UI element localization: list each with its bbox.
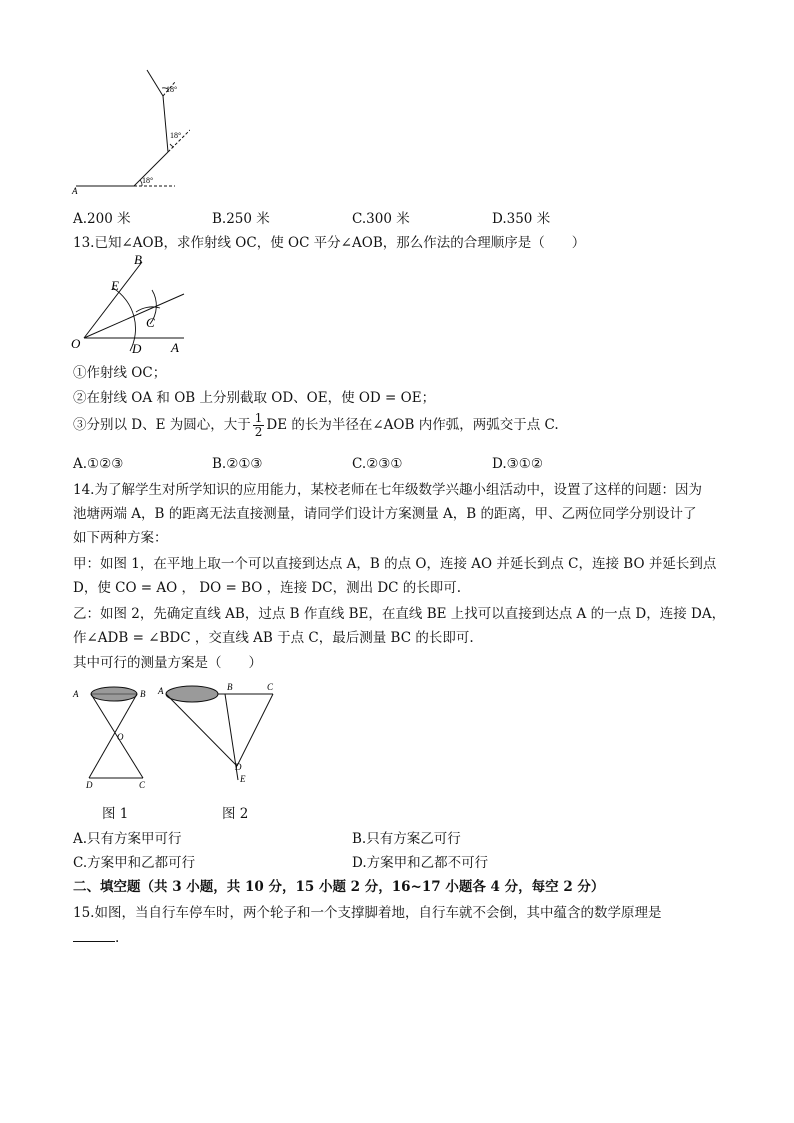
q14-fig1-point-o: O <box>117 732 124 742</box>
q13-step-2: ②在射线 OA 和 OB 上分别截取 OD、OE，使 OD = OE； <box>73 390 436 406</box>
q13-fraction-denominator: 2 <box>254 425 263 439</box>
q14-line-6: 乙：如图 2，先确定直线 AB，过点 B 作直线 BE，在直线 BE 上找可以直接到达点 A 的一点 D，连接 DA， <box>73 606 726 622</box>
q13-option-b: B.②①③ <box>212 456 263 472</box>
q12-option-a: A.200 米 <box>73 211 131 227</box>
section-2-title: 二、填空题（共 3 小题，共 10 分，15 小题 2 分，16~17 小题各 4 分，每空 2 分） <box>73 879 605 895</box>
q13-point-d: D <box>132 341 142 356</box>
q12-figure <box>70 68 190 198</box>
q14-figure-2-caption: 图 2 <box>222 806 249 822</box>
q14-option-b: B.只有方案乙可行 <box>352 831 461 847</box>
q13-fraction <box>253 412 265 439</box>
q14-fig1-point-d: D <box>86 780 93 790</box>
q15-end-period: . <box>115 930 120 946</box>
q14-figure-2 <box>155 680 280 785</box>
q14-line-2: 池塘两端 A，B 的距离无法直接测量，请同学们设计方案测量 A，B 的距离，甲、乙两位同学分别设计了 <box>73 506 697 522</box>
q14-fig2-point-b: B <box>227 682 233 692</box>
q14-figure-1 <box>70 682 160 794</box>
q14-fig2-point-c: C <box>267 682 274 692</box>
q14-fig2-point-e: E <box>240 774 246 784</box>
q13-figure <box>68 252 193 357</box>
q14-fig1-point-b: B <box>140 689 146 699</box>
q14-fig2-point-a: A <box>158 686 164 696</box>
q14-line-5: D，使 CO = AO ， DO = BO ，连接 DC，测出 DC 的长即可. <box>73 580 462 596</box>
q14-line-7: 作∠ADB = ∠BDC ，交直线 AB 于点 C，最后测量 BC 的长即可. <box>73 630 474 646</box>
q15-answer-blank <box>73 929 115 942</box>
q15-stem: 15.如图，当自行车停车时，两个轮子和一个支撑脚着地，自行车就不会倒，其中蕴含的数学原理是 <box>73 905 662 921</box>
q13-point-b: B <box>134 252 142 267</box>
q13-option-d: D.③①② <box>492 456 543 472</box>
q12-option-c: C.300 米 <box>352 211 410 227</box>
q13-step-3 <box>73 410 559 440</box>
q13-point-e: E <box>111 278 119 293</box>
q14-fig1-point-c: C <box>139 780 146 790</box>
q12-option-b: B.250 米 <box>212 211 270 227</box>
q14-line-4: 甲：如图 1，在平地上取一个可以直接到达点 A，B 的点 O，连接 AO 并延长到点 C，连接 BO 并延长到点 <box>73 556 717 572</box>
q14-line-1: 14.为了解学生对所学知识的应用能力，某校老师在七年级数学兴趣小组活动中，设置了这样的问题：因为 <box>73 482 702 498</box>
q14-fig2-point-d: D <box>235 762 242 772</box>
q14-line-3: 如下两种方案： <box>73 530 168 546</box>
q12-angle-label-2: 18° <box>170 131 182 140</box>
q13-point-a: A <box>171 340 179 355</box>
q14-option-c: C.方案甲和乙都可行 <box>73 855 196 871</box>
q13-point-o: O <box>71 336 81 351</box>
q15-answer-line <box>73 928 119 948</box>
q13-option-a: A.①②③ <box>73 456 124 472</box>
q13-option-c: C.②③① <box>352 456 403 472</box>
q13-step-3-post: DE 的长为半径在∠AOB 内作弧，两弧交于点 C. <box>266 417 559 433</box>
q12-angle-label-3: 18° <box>142 176 154 185</box>
q12-option-d: D.350 米 <box>492 211 551 227</box>
q12-point-a: A <box>72 186 78 196</box>
q14-option-a: A.只有方案甲可行 <box>73 831 182 847</box>
q12-angle-label-1: 18° <box>166 85 178 94</box>
q14-line-8: 其中可行的测量方案是（ ） <box>73 655 262 671</box>
q14-figure-1-caption: 图 1 <box>102 806 129 822</box>
q14-option-d: D.方案甲和乙都不可行 <box>352 855 489 871</box>
q14-fig1-point-a: A <box>73 689 79 699</box>
q13-step-1: ①作射线 OC； <box>73 365 167 381</box>
q13-step-3-pre: ③分别以 D、E 为圆心，大于 <box>73 417 251 433</box>
q13-point-c: C <box>146 315 155 330</box>
q13-stem: 13.已知∠AOB，求作射线 OC，使 OC 平分∠AOB，那么作法的合理顺序是（ ） <box>73 235 586 251</box>
q13-fraction-numerator: 1 <box>254 411 263 425</box>
